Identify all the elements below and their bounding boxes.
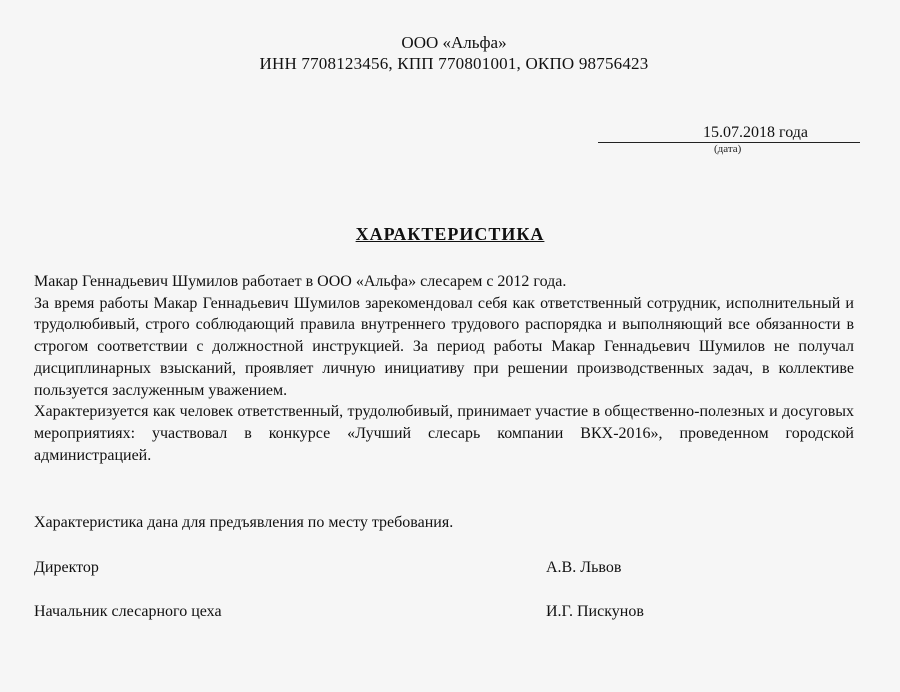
date-caption: (дата) [714,143,742,155]
document-body [34,271,854,466]
closing-statement: Характеристика дана для предъявления по месту требования. [34,514,454,531]
signatory-role: Директор [34,559,99,576]
document-date: 15.07.2018 года [598,124,860,143]
signatory-name: А.В. Львов [546,559,622,576]
organization-name: ООО «Альфа» [401,33,507,52]
body-paragraph-1: Макар Геннадьевич Шумилов работает в ООО «Альфа» слесарем с 2012 года. [34,273,567,290]
organization-codes: ИНН 7708123456, КПП 770801001, ОКПО 98756423 [259,54,649,73]
signatory-role: Начальник слесарного цеха [34,603,222,620]
document-title: ХАРАКТЕРИСТИКА [355,224,545,244]
body-paragraph-3: Характеризуется как человек ответственный, трудолюбивый, принимает участие в общественно-полезных и досуговых мероприятиях: участвовал в конкурсе «Лучший слесарь компании ВКХ-2016», проведенном городской администрацией. [34,403,854,464]
body-paragraph-2: За время работы Макар Геннадьевич Шумилов зарекомендовал себя как ответственный сотрудник, исполнительный и трудолюбивый, строго соблюдающий правила внутреннего трудового распорядка и выполняющий все обязанности в строгом соответствии с должностной инструкцией. За период работы Макар Геннадьевич Шумилов не получал дисциплинарных взысканий, проявляет личную инициативу при решении производственных задач, в коллективе пользуется заслуженным уважением. [34,294,854,399]
signatory-name: И.Г. Пискунов [546,603,644,620]
